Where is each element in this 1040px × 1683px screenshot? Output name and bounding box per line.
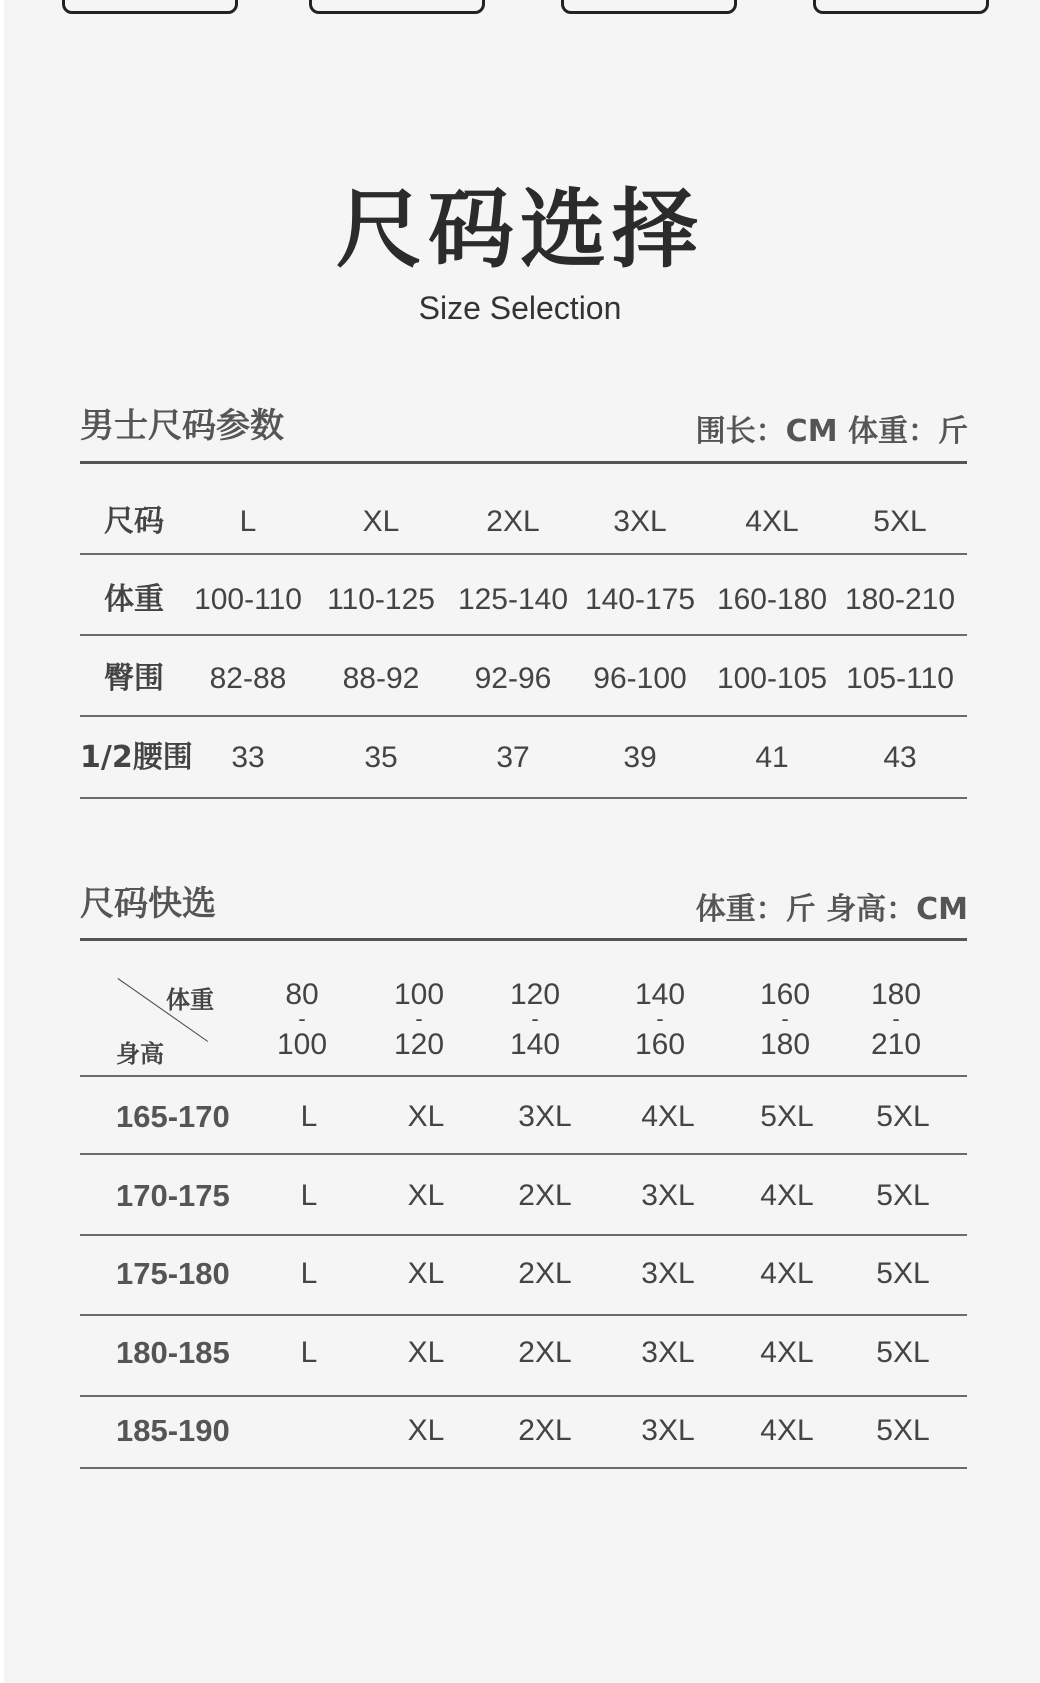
quick-table-cell: 3XL [641, 1179, 695, 1212]
mens-row-label: 体重 [104, 582, 164, 617]
weight-range-dash: - [298, 1006, 306, 1031]
quick-table-cell: 3XL [641, 1336, 695, 1369]
mens-table-cell: 43 [883, 741, 917, 774]
mens-table-row-rule [80, 553, 967, 555]
weight-range-header [475, 978, 595, 1064]
quick-table-cell: L [300, 1179, 318, 1212]
mens-table-cell: 180-210 [844, 583, 956, 616]
mens-row-label: 臀围 [104, 661, 164, 696]
mens-size-header: L [239, 505, 257, 538]
quick-table-title: 尺码快选 [80, 884, 216, 924]
mens-size-header: 3XL [613, 505, 667, 538]
quick-table-cell: L [300, 1257, 318, 1290]
weight-range-to: 100 [276, 1028, 328, 1061]
weight-range-header [242, 978, 362, 1064]
quick-table-cell: 2XL [518, 1414, 572, 1447]
mens-table-cell: 100-110 [194, 583, 302, 616]
weight-range-to: 120 [393, 1028, 445, 1061]
mens-table-cell: 96-100 [593, 662, 687, 695]
quick-table-row-rule [80, 1314, 967, 1316]
mens-table-cell: 125-140 [457, 583, 569, 616]
weight-range-header [359, 978, 479, 1064]
quick-table-cell: 5XL [876, 1179, 930, 1212]
mens-table-cell: 39 [623, 741, 657, 774]
quick-table-cell: 3XL [641, 1257, 695, 1290]
quick-table-cell: XL [407, 1179, 445, 1212]
mens-table-row-rule [80, 715, 967, 717]
mens-table-cell: 105-110 [846, 662, 954, 695]
quick-table-unit: 体重：斤 身高：CM [695, 892, 968, 927]
quick-table-cell: 3XL [641, 1414, 695, 1447]
quick-table-cell: 2XL [518, 1336, 572, 1369]
quick-table-cell: 4XL [760, 1257, 814, 1290]
height-range-label: 185-190 [116, 1413, 230, 1448]
mens-table-row-rule [80, 797, 967, 799]
mens-table-cell: 41 [755, 741, 789, 774]
height-range-label: 170-175 [116, 1178, 230, 1213]
height-range-label: 165-170 [116, 1099, 230, 1134]
weight-range-to: 180 [759, 1028, 811, 1061]
mens-table-title: 男士尺码参数 [80, 406, 284, 446]
weight-range-from: 160 [759, 978, 811, 1011]
mens-table-cell: 110-125 [327, 583, 435, 616]
mens-table-cell: 160-180 [716, 583, 828, 616]
mens-table-cell: 35 [364, 741, 398, 774]
quick-table-cell: 3XL [518, 1100, 572, 1133]
mens-table-row-rule [80, 634, 967, 636]
quick-table-cell: 4XL [760, 1336, 814, 1369]
quick-table-cell: XL [407, 1414, 445, 1447]
weight-range-header [600, 978, 720, 1064]
quick-table-row-rule [80, 1467, 967, 1469]
mens-size-header: 2XL [486, 505, 540, 538]
mens-row-label: 1/2腰围 [80, 740, 193, 775]
quick-table-row-rule [80, 1153, 967, 1155]
quick-table-cell: 2XL [518, 1179, 572, 1212]
quick-table-row-rule [80, 1395, 967, 1397]
weight-range-dash: - [781, 1006, 789, 1031]
quick-table-cell: 4XL [760, 1179, 814, 1212]
quick-table-cell: 5XL [876, 1414, 930, 1447]
quick-table-cell: 5XL [876, 1336, 930, 1369]
quick-table-row-rule [80, 1234, 967, 1236]
quick-table-cell: 5XL [760, 1100, 814, 1133]
weight-range-dash: - [531, 1006, 539, 1031]
mens-table-cell: 140-175 [584, 583, 696, 616]
top-tab-3[interactable] [561, 0, 737, 14]
page-subtitle: Size Selection [418, 290, 622, 326]
quick-table-cell: L [300, 1336, 318, 1369]
weight-range-dash: - [656, 1006, 664, 1031]
quick-table-cell: XL [407, 1336, 445, 1369]
weight-range-to: 140 [509, 1028, 561, 1061]
height-range-label: 175-180 [116, 1256, 230, 1291]
mens-table-cell: 92-96 [474, 662, 552, 695]
weight-range-from: 120 [509, 978, 561, 1011]
quick-table-cell: XL [407, 1100, 445, 1133]
weight-range-from: 100 [393, 978, 445, 1011]
mens-header-label: 尺码 [104, 504, 164, 539]
mens-table-cell: 37 [496, 741, 530, 774]
top-tab-4[interactable] [813, 0, 989, 14]
corner-height-label: 身高 [116, 1040, 164, 1068]
mens-size-header: XL [362, 505, 400, 538]
weight-range-from: 180 [870, 978, 922, 1011]
mens-table-cell: 33 [231, 741, 265, 774]
quick-table-row-rule [80, 1075, 967, 1077]
weight-range-dash: - [415, 1006, 423, 1031]
quick-table-cell: L [300, 1100, 318, 1133]
mens-table-cell: 82-88 [209, 662, 287, 695]
quick-table-cell: XL [407, 1257, 445, 1290]
quick-table-cell: 5XL [876, 1100, 930, 1133]
weight-range-to: 210 [870, 1028, 922, 1061]
quick-table-cell: 2XL [518, 1257, 572, 1290]
page-title: 尺码选择 [336, 180, 704, 280]
weight-range-dash: - [892, 1006, 900, 1031]
corner-weight-label: 体重 [166, 986, 214, 1014]
weight-range-from: 80 [285, 978, 319, 1011]
quick-table-cell: 4XL [641, 1100, 695, 1133]
mens-size-header: 5XL [873, 505, 927, 538]
weight-range-to: 160 [634, 1028, 686, 1061]
mens-size-header: 4XL [745, 505, 799, 538]
mens-table-unit: 围长：CM 体重：斤 [695, 414, 968, 449]
mens-table-top-rule [80, 461, 967, 464]
mens-table-cell: 100-105 [716, 662, 828, 695]
mens-table-cell: 88-92 [342, 662, 420, 695]
weight-range-header [836, 978, 956, 1064]
top-tab-1[interactable] [62, 0, 238, 14]
quick-table-cell: 4XL [760, 1414, 814, 1447]
top-tab-2[interactable] [309, 0, 485, 14]
quick-table-top-rule [80, 938, 967, 941]
weight-range-from: 140 [634, 978, 686, 1011]
weight-range-header [725, 978, 845, 1064]
height-range-label: 180-185 [116, 1335, 230, 1370]
quick-table-cell: 5XL [876, 1257, 930, 1290]
